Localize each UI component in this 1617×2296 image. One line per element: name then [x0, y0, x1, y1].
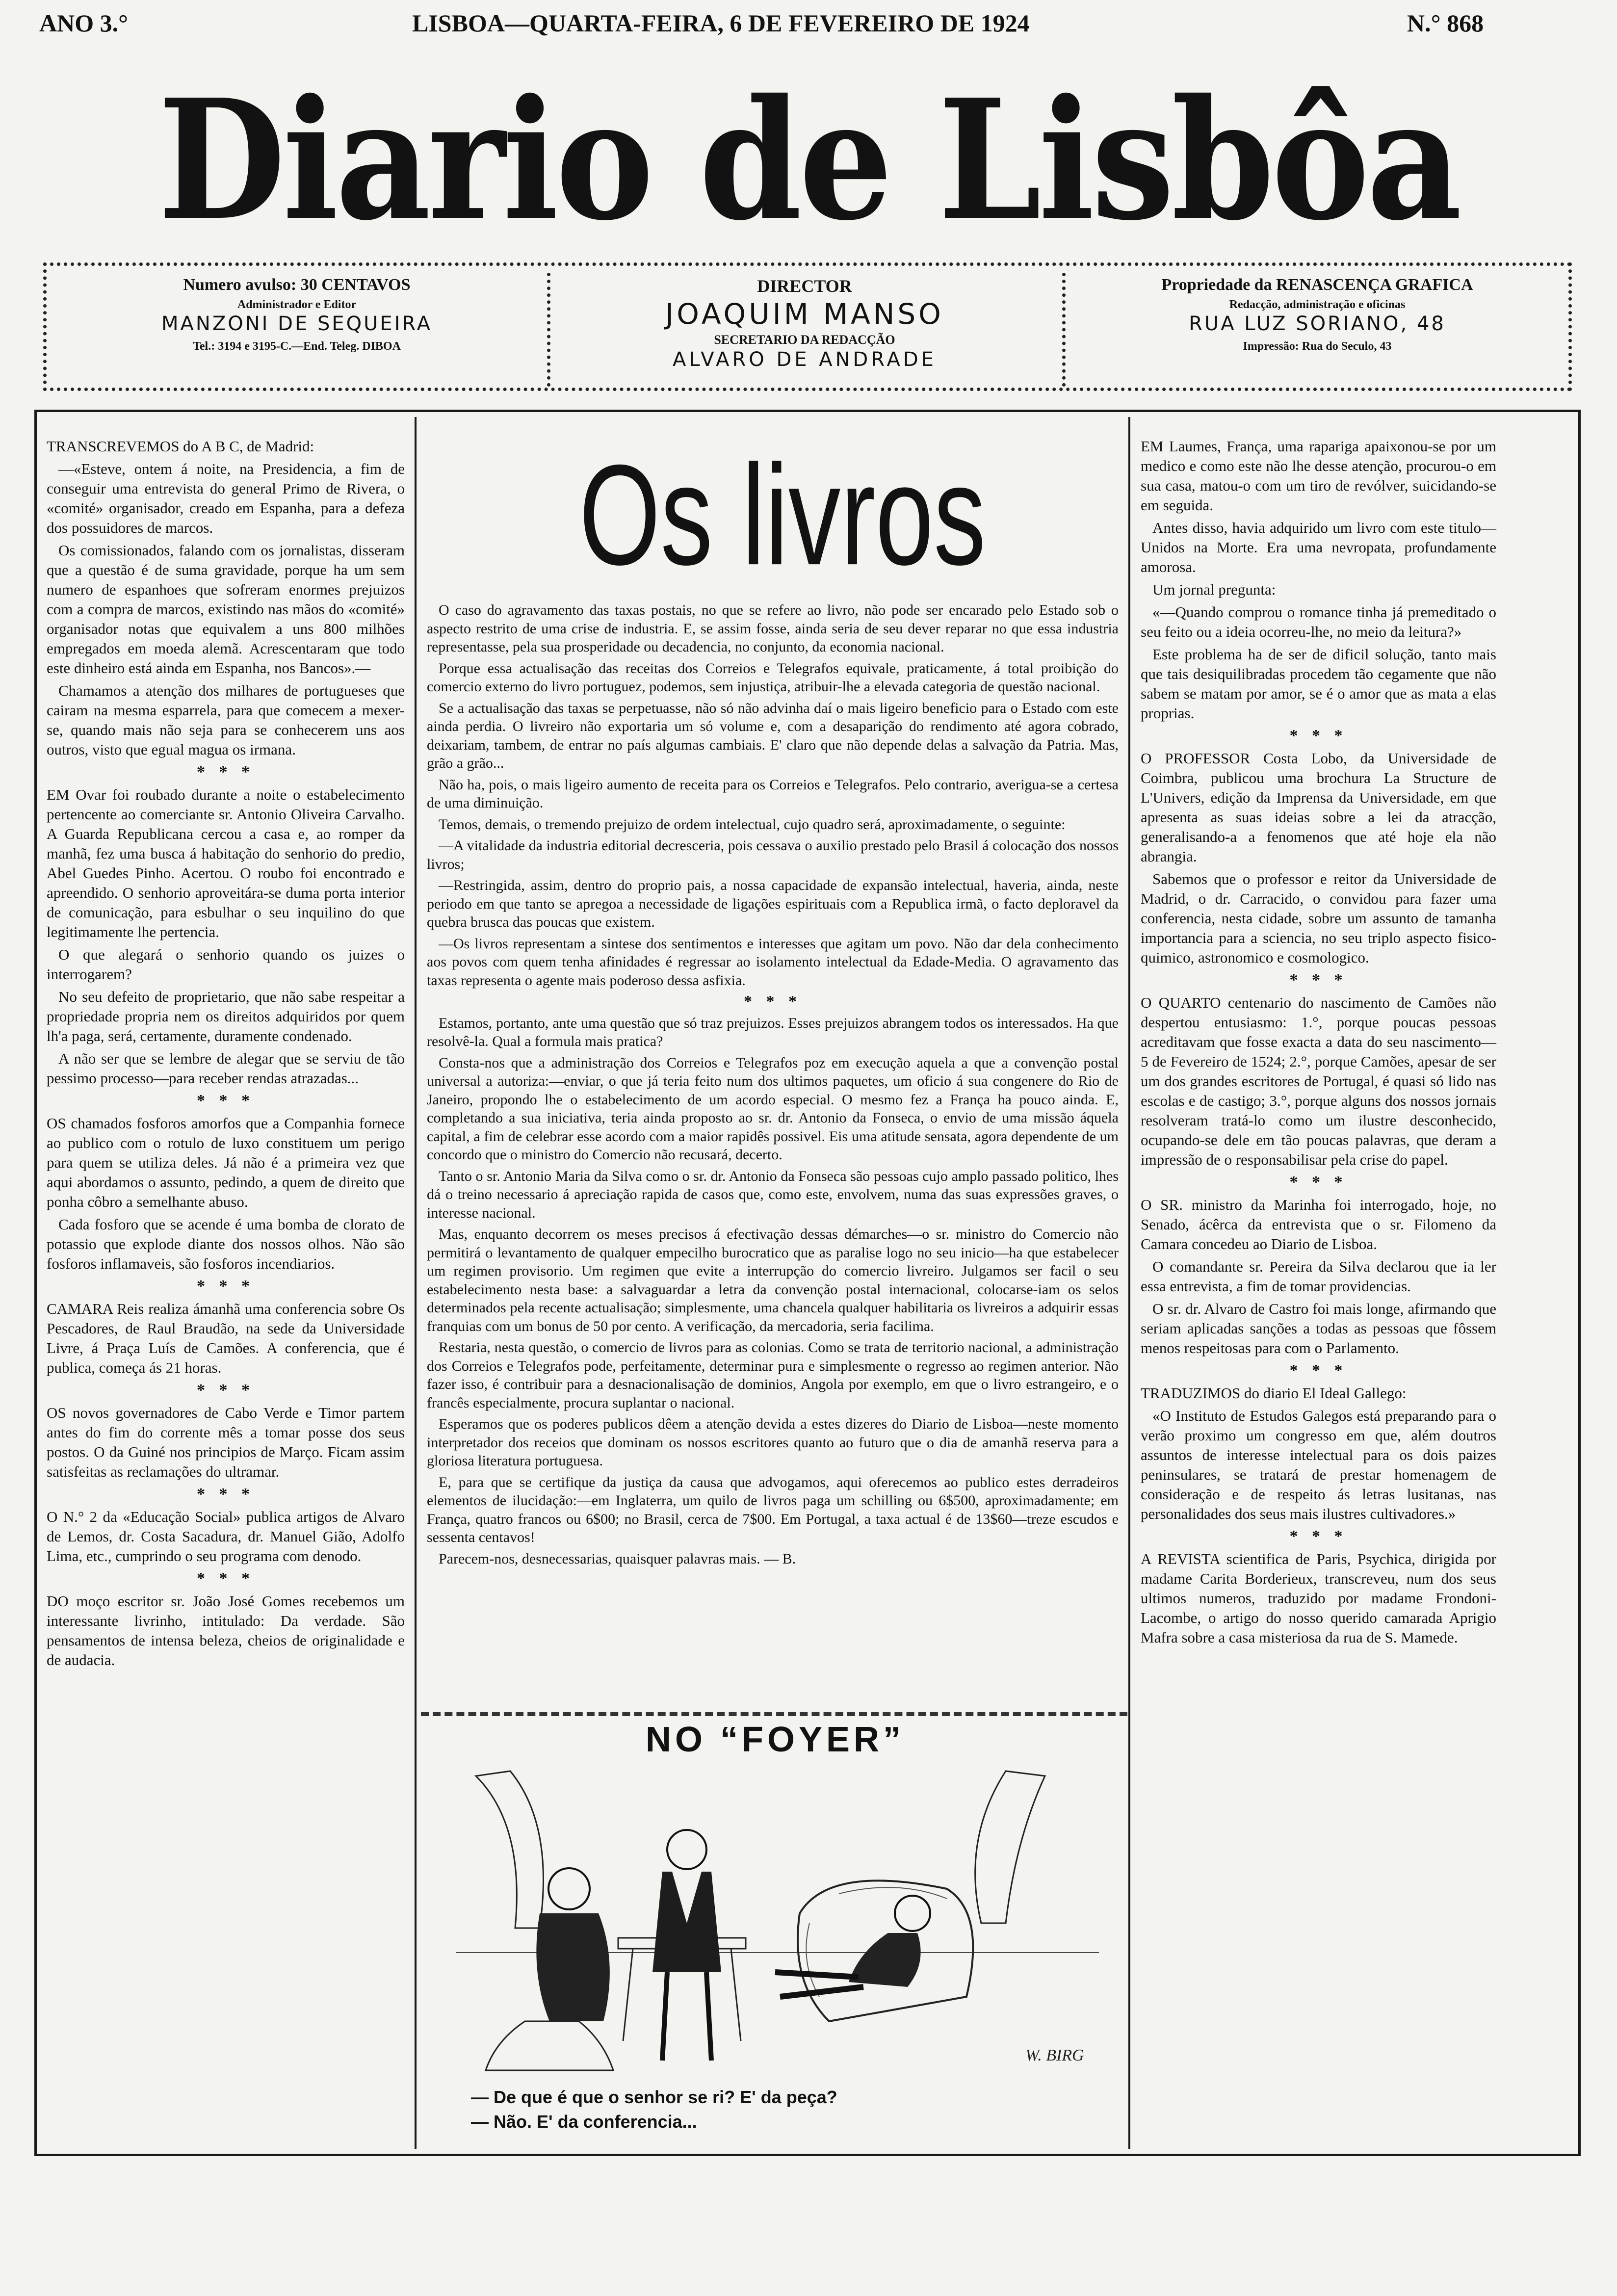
article-paragraph: —Os livros representam a sintese dos sentimentos e interesses que agitam um povo. Não dar dela conhecimento aos povos com quem tenha afinidades é regressar ao isolamento intelectual da Edade-Media. O agravamento das taxas representa o agente mais poderoso dessa asfixia.	[427, 935, 1119, 989]
article-paragraph: O sr. dr. Alvaro de Castro foi mais longe, afirmando que seriam aplicadas sanções a todas as pessoas que fôssem menos respeitosas para com o Parlamento.	[1141, 1300, 1496, 1357]
article-paragraph: CAMARA Reis realiza ámanhã uma conferencia sobre Os Pescadores, de Raul Braudão, na sede da Universidade Livre, á Praça Luís de Camões. A conferencia, que é publica, começa ás 21 horas.	[47, 1300, 405, 1376]
section-separator: * * *	[197, 1485, 255, 1503]
article-paragraph: Estamos, portanto, ante uma questão que só traz prejuizos. Esses prejuizos abrangem todos os interessados. Ha que resolvê-la. Qual a formula mais pratica?	[427, 1015, 1119, 1049]
cartoon-caption	[471, 2085, 1109, 2134]
article-paragraph: Sabemos que o professor e reitor da Universidade de Madrid, o dr. Carracido, o convidou para fazer uma conferencia, nesta cidade, sobre um assunto de tamanha importancia para a sciencia, no seu triplo aspecto fisico-quimico, astronomico e cosmologico.	[1141, 870, 1496, 966]
issue-year: ANO 3.°	[39, 9, 129, 37]
article-paragraph: O QUARTO centenario do nascimento de Camões não despertou entusiasmo: 1.°, porque poucas pessoas acreditavam que fosse exacta a data do seu nascimento—5 de Fevereiro de 1524; 2.°, porque Camões, apesar de ser um dos grandes escritores de Portugal, é quasi só lido nas escolas e de castigo; 3.°, porque alguns dos nossos jornais resolveram tratá-lo como um ilustre desconhecido, ocupando-se dele em tão poucas palavras, que deram a impressão de o responsabilisar pela crise do papel.	[1141, 994, 1496, 1168]
cartoon-title: NO “FOYER”	[645, 1720, 905, 1759]
caption-line: — Não. E' da conferencia...	[471, 2112, 697, 2132]
printing-line: Impressão: Rua do Seculo, 43	[1243, 340, 1392, 353]
info-right	[1072, 276, 1563, 384]
article-paragraph: O que alegará o senhorio quando os juizes o interrogarem?	[47, 946, 405, 983]
owner-line: Propriedade da RENASCENÇA GRAFICA	[1161, 276, 1473, 294]
article-paragraph: O PROFESSOR Costa Lobo, da Universidade de Coimbra, publicou uma brochura La Structure de L'Univers, edição da Imprensa da Universidade, em que apresenta as suas ideias sobre a lei da atracção, generalisando-a a fenomenos que até hoje ela não abrangia.	[1141, 750, 1496, 865]
article-paragraph: EM Laumes, França, uma rapariga apaixonou-se por um medico e como este não lhe desse atenção, procurou-o em sua casa, matou-o com um tiro de revólver, suicidando-se em seguida.	[1141, 438, 1496, 514]
article-paragraph: O SR. ministro da Marinha foi interrogado, hoje, no Senado, ácêrca da entrevista que o sr. Filomeno da Camara concedeu ao Diario de Lisboa.	[1141, 1196, 1496, 1252]
article-paragraph: O N.° 2 da «Educação Social» publica artigos de Alvaro de Lemos, dr. Costa Sacadura, dr. Manuel Gião, Adolfo Lima, etc., cumprindo o seu programa com denodo.	[47, 1508, 405, 1565]
column-rule	[415, 417, 417, 2149]
article-paragraph: Restaria, nesta questão, o comercio de livros para as colonias. Como se trata de territorio nacional, a administração dos Correios e Telegrafos pode, perfeitamente, determinar pura e simplesmente o regresso ao regimen anterior. Não fazer isso, é contribuir para a desnacionalisação de dominios, Angola por exemplo, em que o livro estrangeiro, e o francês especialmente, procura suplantar o nacional.	[427, 1339, 1119, 1411]
article-paragraph: Cada fosforo que se acende é uma bomba de clorato de potassio que explode diante dos nossos olhos. Não são fosforos inflamaveis, são fosforos incendiarios.	[47, 1216, 405, 1272]
article-paragraph: No seu defeito de proprietario, que não sabe respeitar a propriedade propria nem os direitos adquiridos por quem lh'a paga, será, certamente, duramente condenado.	[47, 988, 405, 1044]
article-paragraph: Não ha, pois, o mais ligeiro aumento de receita para os Correios e Telegrafos. Pelo contrario, averigua-se a certesa de uma diminuição.	[427, 776, 1119, 811]
section-separator: * * *	[1289, 727, 1348, 745]
article-paragraph: OS chamados fosforos amorfos que a Companhia fornece ao publico com o rotulo de luxo constituem um perigo para quem se utiliza deles. Já não é a primeira vez que aqui abordamos o assunto, pedindo, a quem de direito que ponha côbro a semelhante abuso.	[47, 1115, 405, 1210]
offices-label: Redacção, administração e oficinas	[1229, 298, 1406, 311]
center-column	[427, 601, 1119, 1571]
article-paragraph: OS novos governadores de Cabo Verde e Timor partem antes do fim do corrente mês a tomar posse dos seus postos. O da Guiné nos principios de Março. Ficam assim satisfeitas as reclamações do ultramar.	[47, 1404, 405, 1480]
article-paragraph: Tanto o sr. Antonio Maria da Silva como o sr. dr. Antonio da Fonseca são pessoas cujo amplo passado politico, lhes dá o treino necessario á apreciação rapida de casos que, como este, envolvem, numa das suas expressões graves, o interesse nacional.	[427, 1168, 1119, 1221]
director-name: JOAQUIM MANSO	[665, 297, 944, 331]
article-paragraph: TRADUZIMOS do diario El Ideal Gallego:	[1141, 1384, 1407, 1402]
admin-label: Administrador e Editor	[237, 298, 357, 311]
article-paragraph: —«Esteve, ontem á noite, na Presidencia, a fim de conseguir uma entrevista do general Primo de Rivera, o «comité» organisador, creado em Espanha, para a defeza dos possuidores de marcos.	[47, 460, 405, 536]
article-paragraph: DO moço escritor sr. João José Gomes recebemos um interessante livrinho, intitulado: Da verdade. São pensamentos de intensa beleza, cheios de originalidade e de audacia.	[47, 1592, 405, 1669]
section-separator: * * *	[1289, 1173, 1348, 1191]
right-column	[1141, 437, 1496, 1650]
article-paragraph: Porque essa actualisação das receitas dos Correios e Telegrafos equivale, praticamente, á total proibição do comercio externo do livro portuguez, podemos, sem injustiça, atribuir-lhe a elevada categoria de questão nacional.	[427, 660, 1119, 695]
article-paragraph: Se a actualisação das taxas se perpetuasse, não só não advinha daí o mais ligeiro beneficio para o Estado com este ainda perdia. O livreiro não exportaria um só volume e, com a desaparição do rendimento até agora cobrado, deixariam, tambem, de entrar no país algumas cambiais. E' claro que não depende delas a salvação da Patria. Mas, grão a grão...	[427, 700, 1119, 771]
article-paragraph: A não ser que se lembre de alegar que se serviu de tão pessimo processo—para receber rendas atrazadas...	[47, 1050, 405, 1087]
article-paragraph: Mas, enquanto decorrem os meses precisos á efectivação dessas démarches—o sr. ministro do Comercio não permitirá o levantamento de qualquer empecilho burocratico que as paralise logo no seu inicio—ha que estabelecer um regimen provisorio. Um regimen que evite a interrupção do comercio livreiro. Julgamos ser facil o seu estabelecimento nesta base: a salvaguardar a letra da convenção postal internacional, colocarse-iam os selos determinados pela recente actualisação; simplesmente, uma chancela qualquer habilitaria os livreiros a adquirir essas franquias com um bonus de 50 por cento. A verificação, da mercadoria, seria facilima.	[427, 1226, 1119, 1334]
issue-number: N.° 868	[1407, 9, 1484, 37]
divider	[1062, 273, 1066, 387]
telephone-line: Tel.: 3194 e 3195-C.—End. Teleg. DIBOA	[193, 340, 401, 353]
cartoon-signature: W. BIRG	[1025, 2046, 1084, 2064]
divider	[547, 273, 550, 387]
section-separator: * * *	[197, 1092, 255, 1110]
admin-name: MANZONI DE SEQUEIRA	[161, 313, 432, 335]
article-paragraph: «—Quando comprou o romance tinha já premeditado o seu feito ou a ideia ocorreu-lhe, no meio da leitura?»	[1141, 603, 1496, 640]
column-rule	[1128, 417, 1130, 2149]
dateline: LISBOA—QUARTA-FEIRA, 6 DE FEVEREIRO DE 1924	[412, 9, 1030, 37]
article-paragraph: Os comissionados, falando com os jornalistas, disseram que a questão é de suma gravidade, porque ha um sem numero de espanhoes que sofreram enormes prejuizos com a compra de marcos, existindo nas mãos do «comité» organisador notas que equivalem a uns 800 milhões empregados em moeda alemã. Acrescentaram que todo este dinheiro está ainda em Espanha, nos Bancos».—	[47, 542, 405, 677]
info-left	[56, 276, 537, 384]
article-paragraph: A REVISTA scientifica de Paris, Psychica, dirigida por madame Carita Borderieux, transcreveu, num dos seus ultimos numeros, traduzido por madame Frondoni-Lacombe, o artigo do nosso querido camarada Aprigio Mafra sobre a casa misteriosa da rua de S. Mamede.	[1141, 1550, 1496, 1646]
section-separator: * * *	[197, 763, 255, 781]
article-paragraph: O comandante sr. Pereira da Silva declarou que ia ler essa entrevista, a fim de tomar providencias.	[1141, 1258, 1496, 1295]
article-paragraph: Temos, demais, o tremendo prejuizo de ordem intelectual, cujo quadro será, aproximadamente, o seguinte:	[439, 816, 1066, 833]
dashed-rule	[421, 1712, 1127, 1716]
article-paragraph: —A vitalidade da industria editorial decresceria, pois cessava o auxilio prestado pelo Brasil á colocação dos nossos livros;	[427, 837, 1119, 872]
article-paragraph: —Restringida, assim, dentro do proprio pais, a nossa capacidade de expansão intelectual, haveria, ainda, neste periodo em que tanto se apregoa a necessidade de ligações espirituais com a Republica irmã, o facto deploravel da quebra brusca das poucas que existem.	[427, 877, 1119, 930]
article-paragraph: O caso do agravamento das taxas postais, no que se refere ao livro, não pode ser encarado pelo Estado sob o aspecto restrito de uma crise de industria. E, se assim fosse, ainda seria de seu dever reparar no que essa industria representasse, pela sua prosperidade ou decadencia, no conjunto, da economia nacional.	[427, 602, 1119, 655]
info-bar	[43, 262, 1572, 391]
secretary-label: SECRETARIO DA REDACÇÃO	[714, 333, 895, 347]
article-paragraph: Chamamos a atenção dos milhares de portugueses que cairam na mesma esparrela, para que comecem a mexer-se, quando mais não seja para se conhecerem uns aos outros, visto que egual magua os irmana.	[47, 682, 405, 758]
address-line: RUA LUZ SORIANO, 48	[1189, 313, 1446, 335]
cartoon-illustration	[456, 1766, 1099, 2080]
caption-line: — De que é que o senhor se ri? E' da peça?	[471, 2087, 837, 2107]
article-paragraph: Este problema ha de ser de dificil solução, tanto mais que tais desiquilibradas procedem tão cegamente que não sabem se matam por amor, se é o amor que as mata a elas proprias.	[1141, 646, 1496, 722]
section-separator: * * *	[1289, 971, 1348, 989]
director-label: DIRECTOR	[757, 276, 852, 296]
dateline-bar	[0, 9, 1617, 38]
article-signature: Parecem-nos, desnecessarias, quaisquer palavras mais. — B.	[439, 1550, 796, 1567]
article-paragraph: Consta-nos que a administração dos Correios e Telegrafos poz em execução aquela a que a convenção postal universal a autoriza:—enviar, o que já teria feito num dos ultimos paquetes, um oficio á sua congenere do Rio de Janeiro, propondo lhe o estabelecimento de um acordo especial. O mesmo fez a França ha pouco ainda. E, completando a sua iniciativa, teria ainda proposto ao sr. dr. Antonio da Fonseca, o envio de uma missão áquela capital, a fim de celebrar esse acordo com a maior rapidês possivel. Eis uma atitude sensata, agora dependente de um concordo que o ministro do Comercio não recusará, decerto.	[427, 1054, 1119, 1163]
secretary-name: ALVARO DE ANDRADE	[673, 348, 937, 371]
price-line: Numero avulso: 30 CENTAVOS	[183, 276, 411, 294]
article-paragraph: Esperamos que os poderes publicos dêem a atenção devida a estes dizeres do Diario de Lisboa—neste momento interpretador dos receios que dominam os nossos escritores quanto ao futuro que o dia de amanhã reserva para a gloriosa literatura portuguesa.	[427, 1416, 1119, 1469]
section-separator: * * *	[1289, 1361, 1348, 1380]
newspaper-title: Diario de Lisbôa	[157, 63, 1460, 257]
section-separator: * * *	[1289, 1527, 1348, 1545]
article-paragraph: Antes disso, havia adquirido um livro com este titulo—Unidos na Morte. Era uma nevropata, profundamente amorosa.	[1141, 519, 1496, 575]
article-paragraph: Um jornal pregunta:	[1152, 581, 1276, 598]
info-center	[557, 276, 1052, 384]
main-headline: Os livros	[579, 436, 986, 595]
left-column	[47, 437, 405, 1673]
article-paragraph: TRANSCREVEMOS do A B C, de Madrid:	[47, 438, 314, 455]
section-separator: * * *	[744, 992, 802, 1011]
cartoon-drawing	[456, 1766, 1099, 2080]
article-paragraph: EM Ovar foi roubado durante a noite o estabelecimento pertencente ao comerciante sr. Antonio Oliveira Carvalho. A Guarda Republicana cercou a casa e, ao romper da manhã, fez uma busca á habitação do senhorio do predio, Abel Guedes Pinho. Acertou. O roubo foi encontrado e apreendido. O senhorio aproveitára-se duma porta interior de comunicação, para esbulhar o seu inquilino do que legitimamente lhe pertencia.	[47, 786, 405, 940]
article-paragraph: E, para que se certifique da justiça da causa que advogamos, aqui oferecemos ao publico estes derradeiros elementos de ilucidação:—em Inglaterra, um quilo de livros paga um schilling ou 6$500, aproximadamente; em França, quatro francos ou 6$00; no Brasil, cerca de 7$00. Em Portugal, a taxa actual é de 13$60—treze escudos e sessenta centavos!	[427, 1474, 1119, 1545]
section-separator: * * *	[197, 1381, 255, 1399]
section-separator: * * *	[197, 1569, 255, 1588]
article-paragraph: «O Instituto de Estudos Galegos está preparando para o verão proximo um congresso em que, além doutros assuntos de interesse intelectual para os dois paizes peninsulares, se tratará de prestar homenagem de consideração e de respeito ás letras lusitanas, nas personalidades dos seus mais ilustres cultivadores.»	[1141, 1407, 1496, 1522]
section-separator: * * *	[197, 1277, 255, 1295]
